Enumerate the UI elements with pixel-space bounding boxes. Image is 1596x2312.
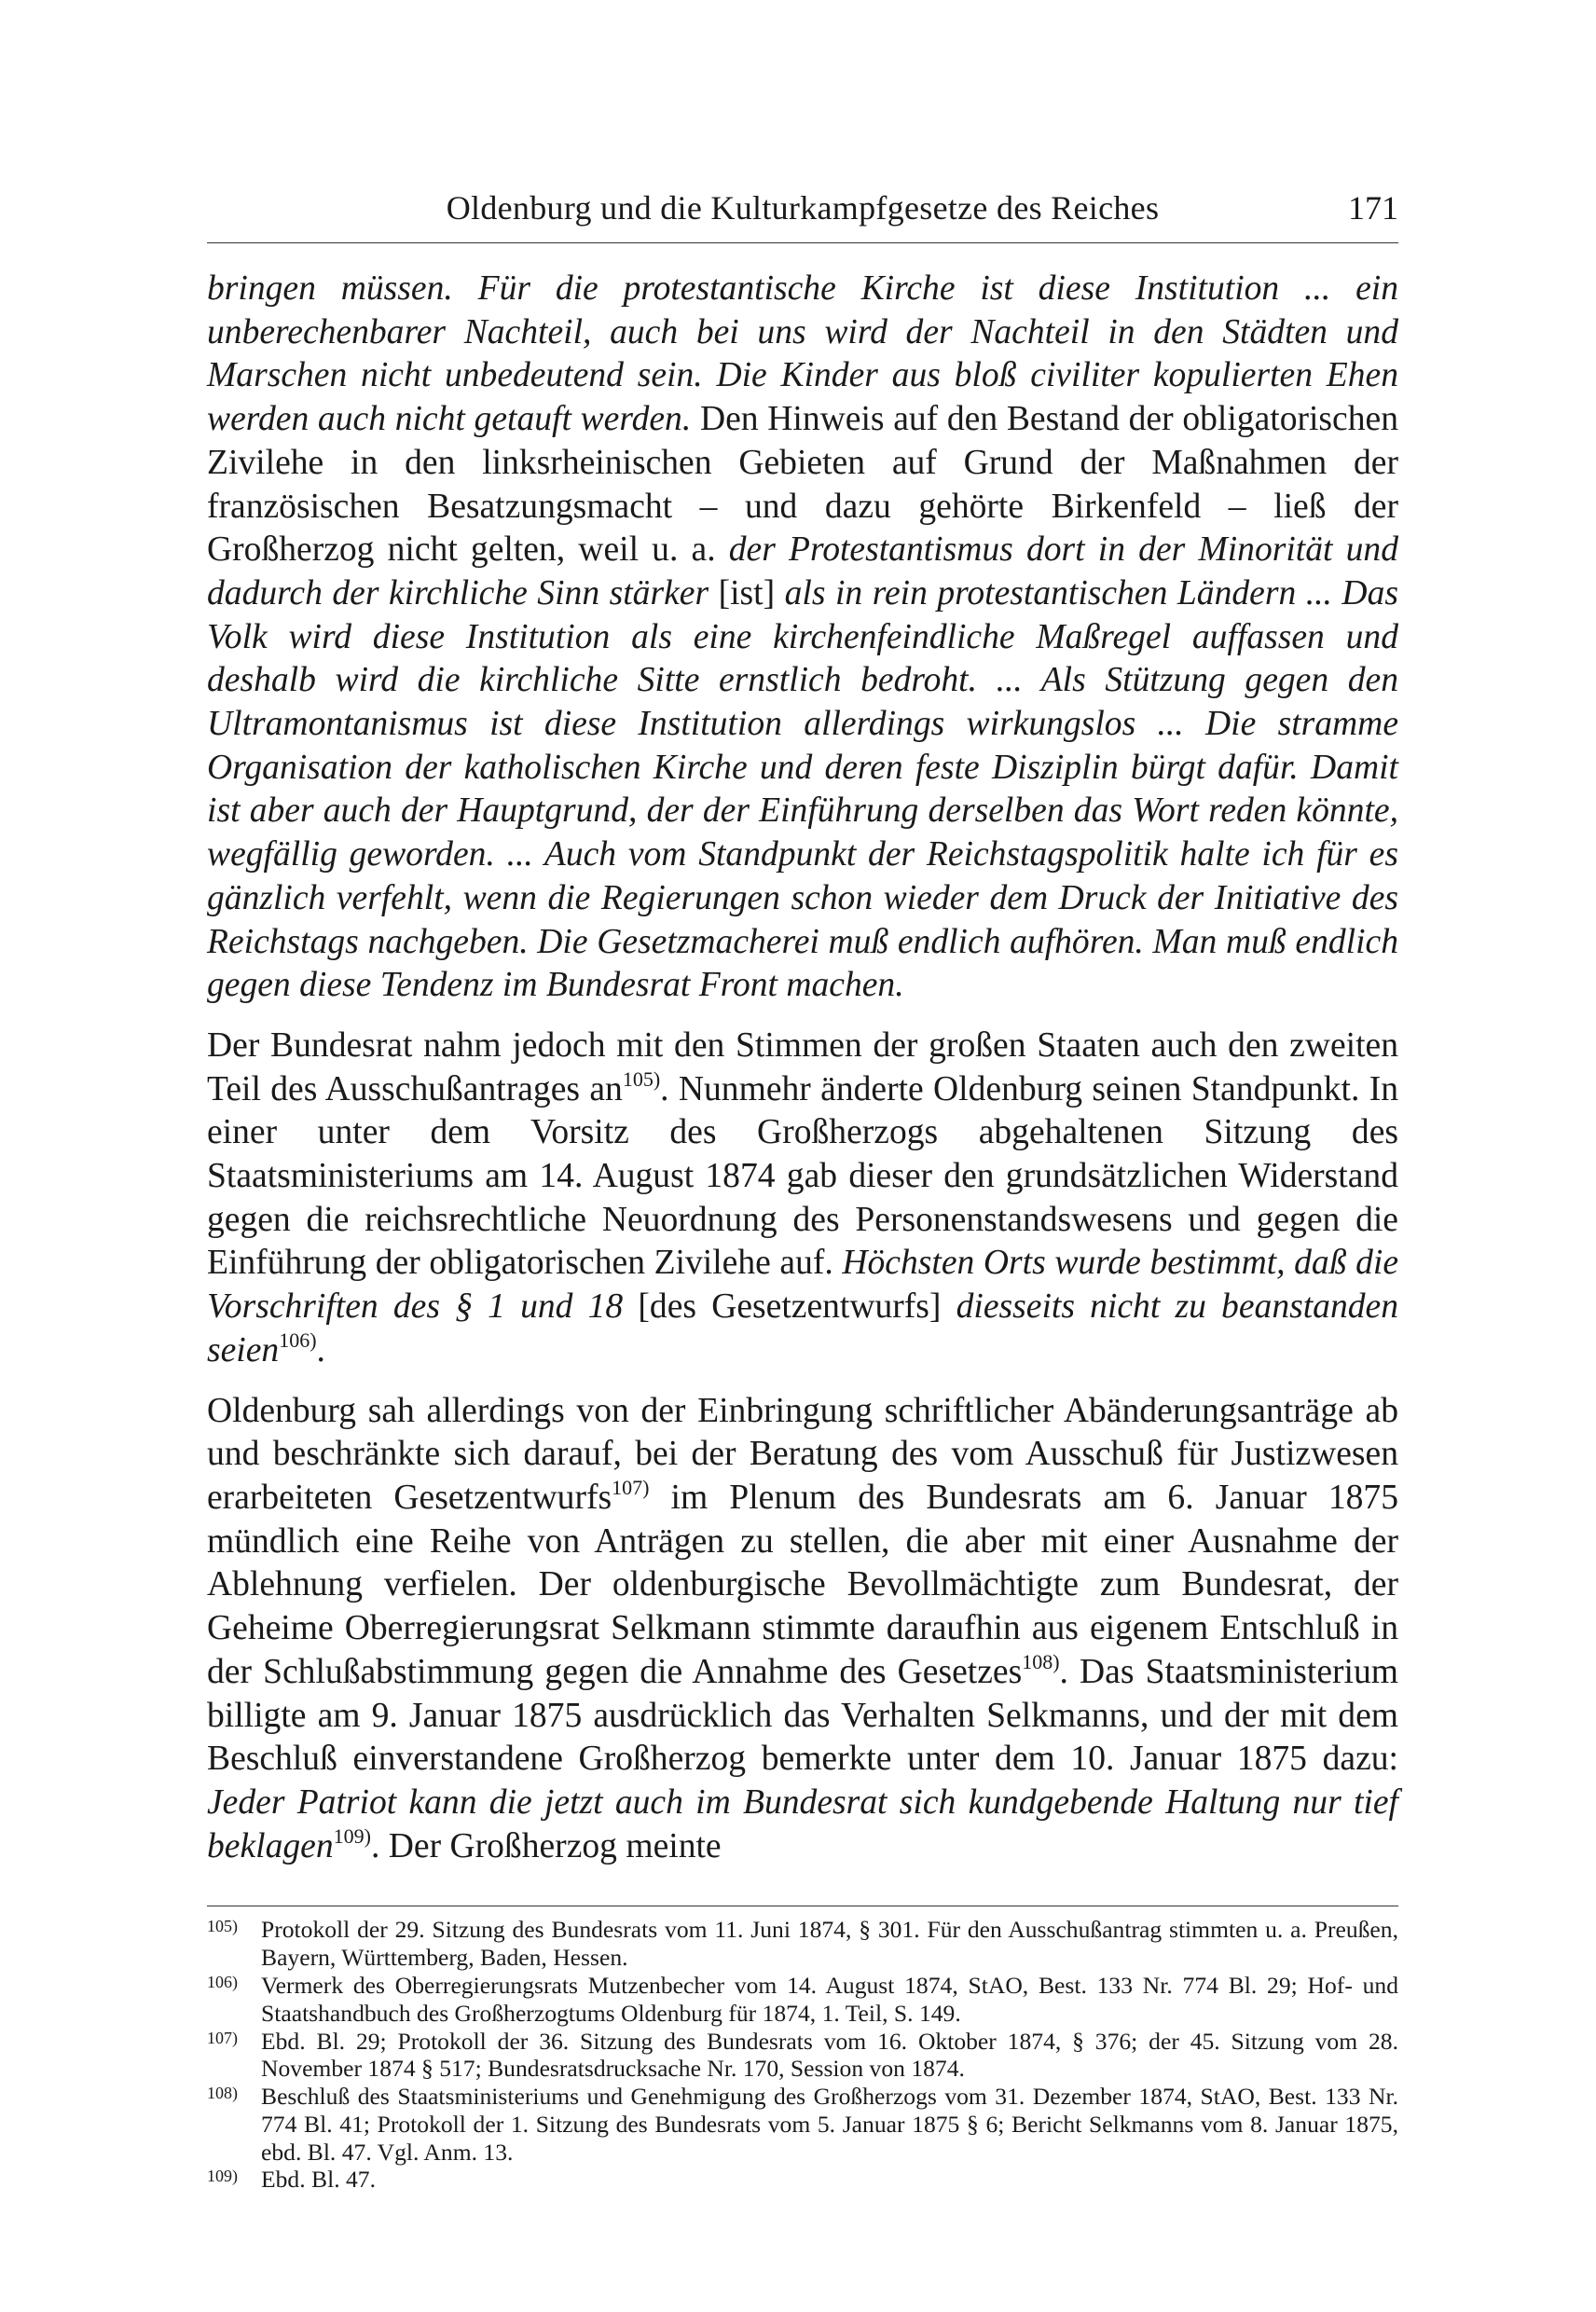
footnote-number: 109)	[207, 2167, 238, 2186]
footnote-number: 105)	[207, 1917, 238, 1936]
text-run: . Nunmehr änderte Oldenburg seinen Standpunkt. In einer unter dem Vorsitz des Großherzogs abgehaltenen Sitzung des Staatsministeriums am 14. August 1874 gab dieser den grundsätzlichen Widerstand gegen die reichsrechtliche Neuordnung des Personenstandswesens und gegen die Einführung der obligatorischen Zivilehe auf.	[207, 1069, 1398, 1283]
footnote-reference: 107)	[612, 1475, 650, 1499]
footnotes	[207, 1916, 1398, 2194]
quotation: diesseits nicht zu beanstanden seien	[207, 1287, 1399, 1369]
footnote-number: 106)	[207, 1972, 238, 1991]
quotation: Höchsten Orts wurde bestimmt, daß die Vorschriften des § 1 und 18	[207, 1244, 1399, 1327]
text-run: Der Bundesrat nahm jedoch mit den Stimmen der großen Staaten auch den zweiten Teil des Ausschußantrages an	[207, 1025, 1398, 1108]
header-rule	[207, 242, 1398, 243]
footnote-reference: 108)	[1022, 1649, 1060, 1673]
paragraph	[207, 1390, 1398, 1869]
text-run: im Plenum des Bundesrats am 6. Januar 1875 mündlich eine Reihe von Anträgen zu stellen, die aber mit einer Ausnahme der Ablehnung verfielen. Der oldenburgische Bevollmächtigte zum Bundesrat, der Geheime Oberregierungsrat Selkmann stimmte daraufhin aus eigenem Entschluß in der Schlußabstimmung gegen die Annahme des Gesetzes	[207, 1478, 1398, 1691]
footnote	[207, 2166, 1398, 2194]
footnote-reference: 106)	[279, 1328, 317, 1352]
quotation: als in rein protestantischen Ländern ... Das Volk wird diese Institution als eine kirchenfeindliche Maßregel auffassen und deshalb wird die kirchliche Sitte ernstlich bedroht. ... Als Stützung gegen den Ultramontanismus ist diese Institution allerdings wirkungslos ... Die stramme Organisation der katholischen Kirche und deren feste Disziplin bürgt dafür. Damit ist aber auch der Hauptgrund, der der Einführung derselben das Wort reden könnte, wegfällig geworden. ... Auch vom Standpunkt der Reichstagspolitik halte ich für es gänzlich verfehlt, wenn die Regierungen schon wieder dem Druck der Initiative des Reichstags nachgeben. Die Gesetzmacherei muß endlich aufhören. Man muß endlich gegen diese Tendenz im Bundesrat Front machen.	[207, 573, 1398, 1005]
text-run: . Der Großherzog meinte	[370, 1826, 722, 1865]
footnote	[207, 1972, 1398, 2028]
paragraph	[207, 1025, 1398, 1373]
footnote	[207, 1916, 1398, 1972]
paragraph	[207, 268, 1398, 1008]
quotation: bringen müssen. Für die protestantische Kirche ist diese Institution ... ein unberechenbarer Nachteil, auch bei uns wird der Nachteil in den Städten und Marschen nicht unbedeutend sein. Die Kinder aus bloß civiliter kopulierten Ehen werden auch nicht getauft werden.	[207, 269, 1398, 439]
footnote-text: Beschluß des Staatsministeriums und Genehmigung des Großherzogs vom 31. Dezember 1874, StAO, Best. 133 Nr. 774 Bl. 41; Protokoll der 1. Sitzung des Bundesrats vom 5. Januar 1875 § 6; Bericht Selkmanns vom 8. Januar 1875, ebd. Bl. 47. Vgl. Anm. 13.	[261, 2083, 1398, 2166]
page-number: 171	[1348, 189, 1398, 227]
footnote-number: 108)	[207, 2084, 238, 2103]
text-run: Den Hinweis auf den Bestand der obligatorischen Zivilehe in den linksrheinischen Gebieten auf Grund der Maßnahmen der französischen Besatzungsmacht – und dazu gehörte Birkenfeld – ließ der Großherzog nicht gelten, weil u. a.	[207, 400, 1398, 570]
running-header	[207, 186, 1398, 235]
footnote-reference: 109)	[333, 1823, 371, 1848]
text-run: .	[316, 1330, 325, 1369]
quotation: Jeder Patriot kann die jetzt auch im Bundesrat sich kundgebende Haltung nur tief beklagen	[207, 1782, 1398, 1865]
footnote-text: Ebd. Bl. 29; Protokoll der 36. Sitzung des Bundesrats vom 16. Oktober 1874, § 376; der 45. Sitzung vom 28. November 1874 § 517; Bundesratsdrucksache Nr. 170, Session von 1874.	[261, 2027, 1398, 2083]
body-text	[207, 268, 1398, 1868]
text-run: [des Gesetzentwurfs]	[623, 1287, 956, 1327]
footnote-text: Protokoll der 29. Sitzung des Bundesrats vom 11. Juni 1874, § 301. Für den Ausschußantrag stimmten u. a. Preußen, Bayern, Württemberg, Baden, Hessen.	[261, 1916, 1398, 1972]
text-run: [ist]	[709, 573, 785, 612]
footnote	[207, 2083, 1398, 2166]
page	[207, 186, 1398, 2194]
text-run: Oldenburg sah allerdings von der Einbringung schriftlicher Abänderungsanträge ab und beschränkte sich darauf, bei der Beratung des vom Ausschuß für Justizwesen erarbeiteten Gesetzentwurfs	[207, 1391, 1398, 1517]
quotation: der Protestantismus dort in der Minorität und dadurch der kirchliche Sinn stärker	[207, 530, 1398, 612]
footnote-number: 107)	[207, 2028, 238, 2047]
footnote-text: Vermerk des Oberregierungsrats Mutzenbecher vom 14. August 1874, StAO, Best. 133 Nr. 774 Bl. 29; Hof- und Staatshandbuch des Großherzogtums Oldenburg für 1874, 1. Teil, S. 149.	[261, 1971, 1398, 2027]
footnote-reference: 105)	[622, 1067, 661, 1091]
text-run: . Das Staatsministerium billigte am 9. Januar 1875 ausdrücklich das Verhalten Selkmanns, und der mit dem Beschluß einverstandene Großherzog bemerkte unter dem 10. Januar 1875 dazu:	[207, 1652, 1398, 1779]
footnote	[207, 2028, 1398, 2084]
footnote-text: Ebd. Bl. 47.	[261, 2166, 376, 2194]
running-title: Oldenburg und die Kulturkampfgesetze des Reiches	[446, 189, 1160, 227]
